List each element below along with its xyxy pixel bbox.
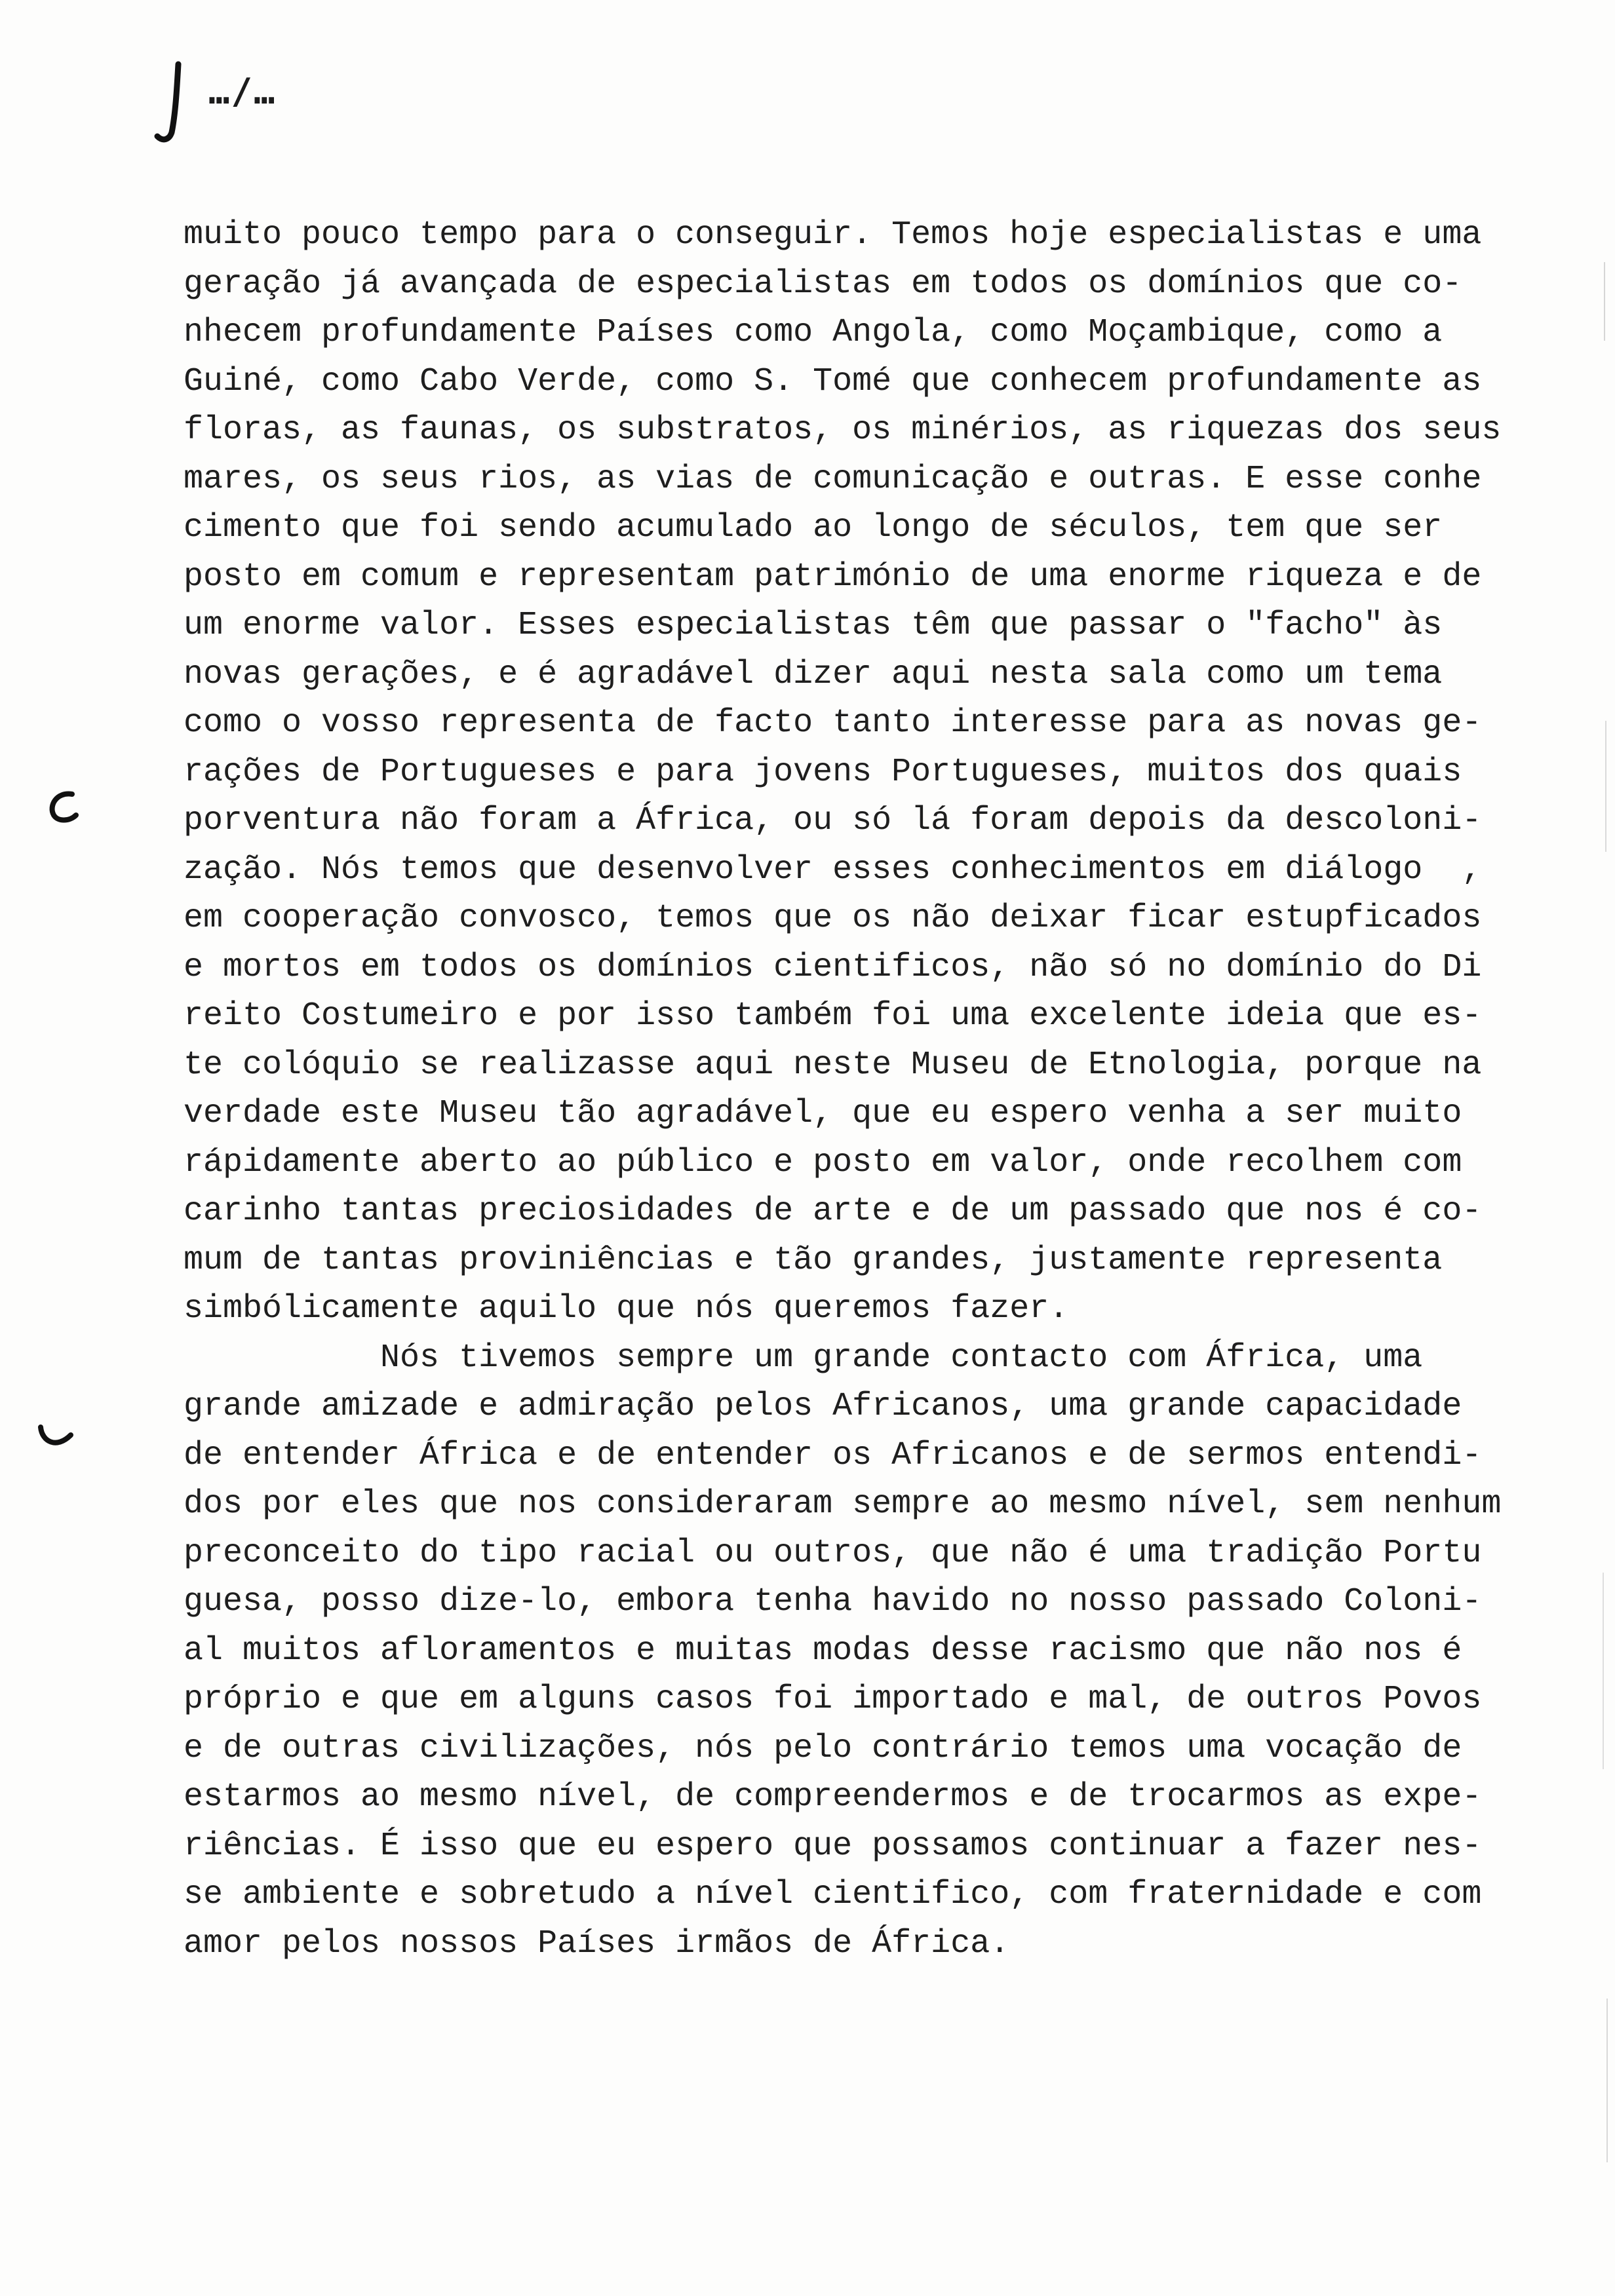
text-line: preconceito do tipo racial ou outros, que não é uma tradição Portu [184,1534,1482,1572]
body-text [184,211,1534,1968]
text-line: verdade este Museu tão agradável, que eu espero venha a ser muito [184,1095,1462,1132]
text-line: floras, as faunas, os substratos, os minérios, as riquezas dos seus [184,411,1502,449]
text-line: al muitos afloramentos e muitas modas desse racismo que não nos é [184,1632,1462,1670]
text-line: se ambiente e sobretudo a nível cientifico, com fraternidade e com [184,1876,1482,1913]
text-line: e de outras civilizações, nós pelo contrário temos uma vocação de [184,1729,1462,1767]
punch-hole-mark [37,1415,76,1455]
text-line: dos por eles que nos consideraram sempre ao mesmo nível, sem nenhum [184,1485,1502,1523]
text-line: próprio e que em alguns casos foi importado e mal, de outros Povos [184,1681,1482,1718]
text-line: novas gerações, e é agradável dizer aqui nesta sala como um tema [184,655,1443,693]
text-line: posto em comum e representam património de uma enorme riqueza e de [184,558,1482,596]
text-line: carinho tantas preciosidades de arte e de um passado que nos é co- [184,1193,1482,1230]
text-line: riências. É isso que eu espero que possamos continuar a fazer nes- [184,1827,1482,1865]
punch-hole-mark [43,786,83,826]
text-line: de entender África e de entender os Africanos e de sermos entendi- [184,1436,1482,1474]
text-line: mum de tantas proviniências e tão grandes, justamente representa [184,1241,1443,1279]
text-line: estarmos ao mesmo nível, de compreendermos e de trocarmos as expe- [184,1778,1482,1816]
text-line: um enorme valor. Esses especialistas têm que passar o "facho" às [184,607,1443,644]
text-line: simbólicamente aquilo que nós queremos fazer. [184,1290,1069,1328]
text-line: geração já avançada de especialistas em todos os domínios que co- [184,265,1462,303]
text-line: cimento que foi sendo acumulado ao longo de séculos, tem que ser [184,509,1443,546]
handwritten-stroke-mark [152,60,191,145]
text-line: grande amizade e admiração pelos Africanos, uma grande capacidade [184,1388,1462,1425]
text-line: Guiné, como Cabo Verde, como S. Tomé que conhecem profundamente as [184,362,1482,400]
text-line: nhecem profundamente Países como Angola, como Moçambique, como a [184,314,1443,351]
text-line: amor pelos nossos Países irmãos de África. [184,1924,1010,1962]
text-line: te colóquio se realizasse aqui neste Museu de Etnologia, porque na [184,1046,1482,1084]
continuation-marker: …/… [208,71,277,112]
text-line: em cooperação convosco, temos que os não deixar ficar estupficados [184,900,1482,937]
text-line: guesa, posso dize-lo, embora tenha havido no nosso passado Coloni- [184,1583,1482,1620]
text-line: e mortos em todos os domínios cientificos, não só no domínio do Di [184,948,1482,986]
page-edge-shadow [1595,0,1615,2296]
text-line: rápidamente aberto ao público e posto em valor, onde recolhem com [184,1143,1462,1181]
text-line: zação. Nós temos que desenvolver esses conhecimentos em diálogo , [184,851,1482,889]
text-line: Nós tivemos sempre um grande contacto com África, uma [184,1339,1423,1377]
text-line: rações de Portugueses e para jovens Portugueses, muitos dos quais [184,753,1462,791]
text-line: porventura não foram a África, ou só lá foram depois da descoloni- [184,802,1482,839]
text-line: como o vosso representa de facto tanto interesse para as novas ge- [184,704,1482,742]
text-line: mares, os seus rios, as vias de comunicação e outras. E esse conhe [184,460,1482,498]
text-line: muito pouco tempo para o conseguir. Temos hoje especialistas e uma [184,216,1482,254]
text-line: reito Costumeiro e por isso também foi uma excelente ideia que es- [184,997,1482,1035]
